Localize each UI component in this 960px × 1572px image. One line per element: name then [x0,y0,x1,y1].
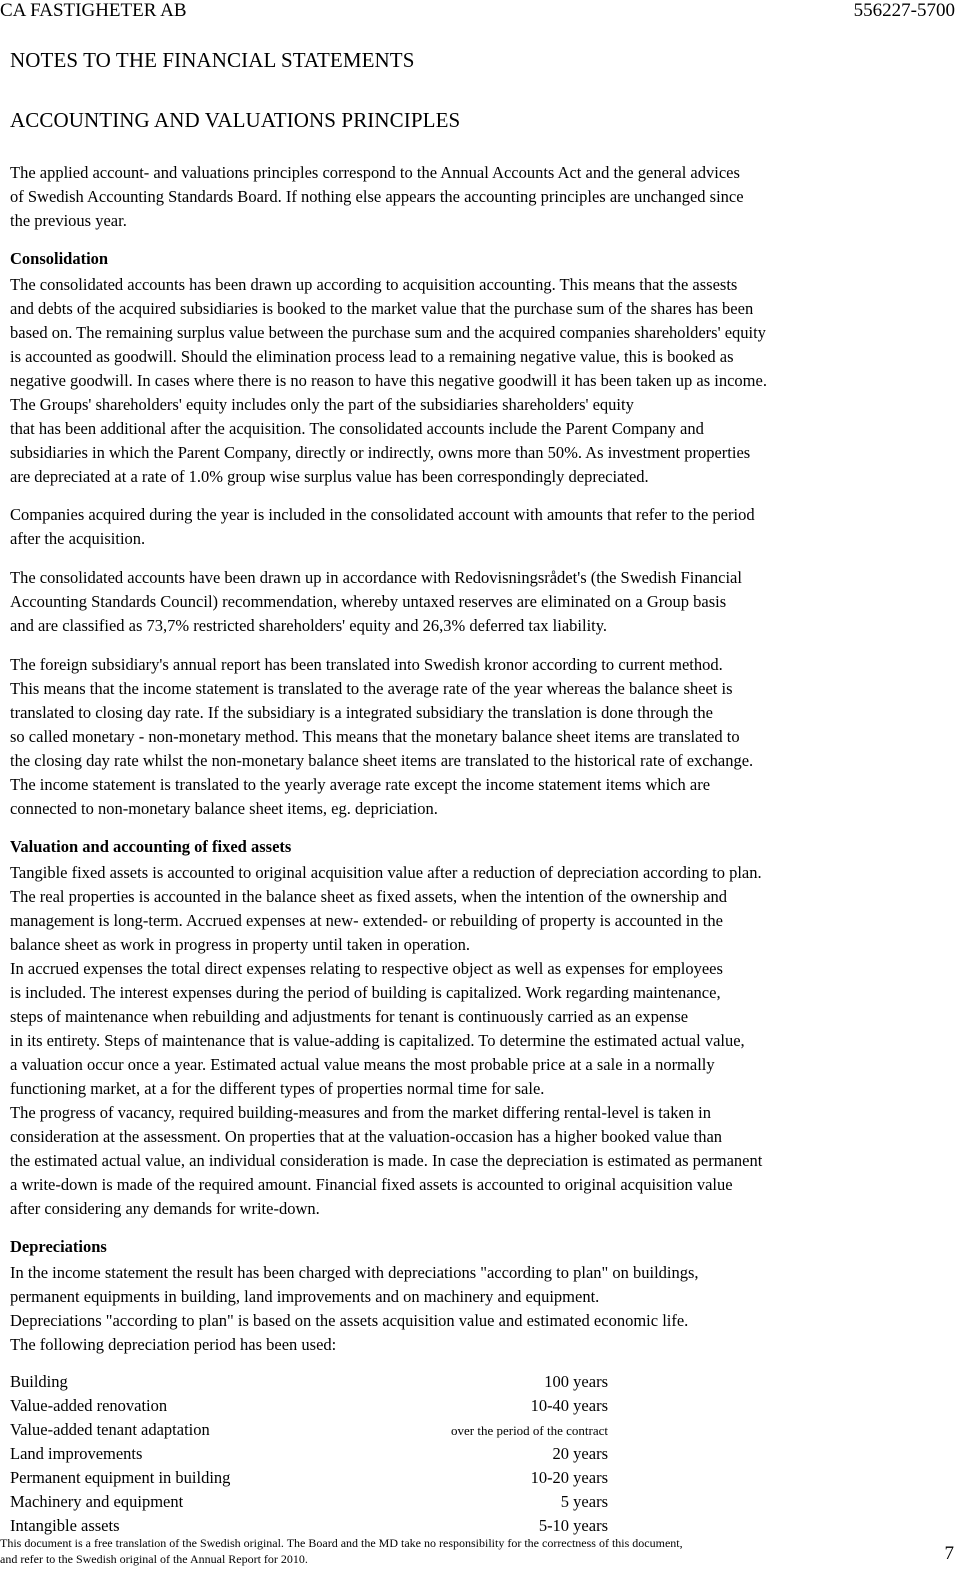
consolidation-paragraph-2 [10,503,950,551]
fixed-assets-paragraph [10,861,950,1221]
footer-line: and refer to the Swedish original of the Annual Report for 2010. [0,1552,308,1566]
text-line: is accounted as goodwill. Should the elimination process lead to a remaining negative value, this is booked as [10,347,734,366]
period-row [10,1444,608,1468]
text-line: The Groups' shareholders' equity includes only the part of the subsidiaries shareholders' equity [10,395,634,414]
text-line: In accrued expenses the total direct expenses relating to respective object as well as expenses for employees [10,959,723,978]
consolidation-paragraph-3 [10,566,950,638]
text-line: of Swedish Accounting Standards Board. If nothing else appears the accounting principles are unchanged since [10,187,744,206]
text-line: The consolidated accounts have been drawn up in accordance with Redovisningsrådet's (the Swedish Financial [10,568,742,587]
text-line: the previous year. [10,211,127,230]
text-line: translated to closing day rate. If the subsidiary is a integrated subsidiary the translation is done through the [10,703,713,722]
text-line: consideration at the assessment. On properties that at the valuation-occasion has a higher booked value than [10,1127,723,1146]
text-line: In the income statement the result has been charged with depreciations "according to plan" on buildings, [10,1263,699,1282]
text-line: negative goodwill. In cases where there is no reason to have this negative goodwill it has been taken up as income. [10,371,767,390]
intro-paragraph [10,161,950,233]
text-line: Tangible fixed assets is accounted to original acquisition value after a reduction of depreciation according to plan. [10,863,762,882]
org-number: 556227-5700 [853,0,955,21]
text-line: The progress of vacancy, required building-measures and from the market differing rental-level is taken in [10,1103,711,1122]
text-line: Accounting Standards Council) recommendation, whereby untaxed reserves are eliminated on a Group basis [10,592,727,611]
text-line: a write-down is made of the required amount. Financial fixed assets is accounted to original acquisition value [10,1175,733,1194]
period-row [10,1492,608,1516]
period-label: Permanent equipment in building [10,1468,231,1487]
text-line: functioning market, at a for the different types of properties normal time for sale. [10,1079,545,1098]
period-row [10,1396,608,1420]
period-row [10,1372,608,1396]
text-line: a valuation occur once a year. Estimated actual value means the most probable price at a sale in a normally [10,1055,715,1074]
text-line: The following depreciation period has been used: [10,1335,337,1354]
text-line: Depreciations "according to plan" is based on the assets acquisition value and estimated economic life. [10,1311,689,1330]
text-line: the closing day rate whilst the non-monetary balance sheet items are translated to the historical rate of exchange. [10,751,754,770]
text-line: This means that the income statement is translated to the average rate of the year whereas the balance sheet is [10,679,733,698]
text-line: that has been additional after the acquisition. The consolidated accounts include the Parent Company and [10,419,704,438]
text-line: based on. The remaining surplus value between the purchase sum and the acquired companies shareholders' equity [10,323,766,342]
period-label: Machinery and equipment [10,1492,184,1511]
text-line: after the acquisition. [10,529,146,548]
period-label: Value-added tenant adaptation [10,1420,210,1439]
period-label: Land improvements [10,1444,143,1463]
text-line: balance sheet as work in progress in property until taken in operation. [10,935,471,954]
text-line: The consolidated accounts has been drawn up according to acquisition accounting. This means that the assests [10,275,738,294]
period-label: Intangible assets [10,1516,120,1535]
text-line: and are classified as 73,7% restricted shareholders' equity and 26,3% deferred tax liability. [10,616,608,635]
depreciations-paragraph [10,1261,950,1357]
page-number: 7 [944,1543,954,1564]
consolidation-heading: Consolidation [10,249,109,268]
text-line: The income statement is translated to the yearly average rate except the income statement items which are [10,775,711,794]
period-value: over the period of the contract [450,1423,608,1438]
footer-disclaimer [0,1535,683,1567]
text-line: Companies acquired during the year is included in the consolidated account with amounts that refer to the period [10,505,755,524]
text-line: connected to non-monetary balance sheet items, eg. depriciation. [10,799,438,818]
text-line: The real properties is accounted in the balance sheet as fixed assets, when the intention of the ownership and [10,887,728,906]
company-name: CA FASTIGHETER AB [0,0,187,21]
period-value: 10-40 years [530,1396,608,1415]
text-line: permanent equipments in building, land improvements and on machinery and equipment. [10,1287,600,1306]
text-line: in its entirety. Steps of maintenance that is value-adding is capitalized. To determine the estimated actual value, [10,1031,745,1050]
period-value: 10-20 years [530,1468,608,1487]
text-line: after considering any demands for write-down. [10,1199,320,1218]
text-line: subsidiaries in which the Parent Company, directly or indirectly, owns more than 50%. As investment properties [10,443,751,462]
consolidation-paragraph-4 [10,653,950,821]
text-line: management is long-term. Accrued expenses at new- extended- or rebuilding of property is accounted in the [10,911,723,930]
text-line: so called monetary - non-monetary method. This means that the monetary balance sheet items are translated to [10,727,740,746]
text-line: steps of maintenance when rebuilding and adjustments for tenant is continuously carried as an expense [10,1007,689,1026]
period-value: 5 years [560,1492,608,1511]
depreciations-heading: Depreciations [10,1237,107,1256]
footer-line: This document is a free translation of the Swedish original. The Board and the MD take no responsibility for the correctness of this document, [0,1536,683,1550]
notes-title: NOTES TO THE FINANCIAL STATEMENTS [10,48,415,72]
text-line: are depreciated at a rate of 1.0% group wise surplus value has been correspondingly depreciated. [10,467,649,486]
period-row [10,1420,608,1444]
text-line: The applied account- and valuations principles correspond to the Annual Accounts Act and the general advices [10,163,740,182]
period-label: Building [10,1372,68,1391]
text-line: is included. The interest expenses during the period of building is capitalized. Work regarding maintenance, [10,983,721,1002]
period-row [10,1468,608,1492]
period-value: 5-10 years [538,1516,608,1535]
text-line: The foreign subsidiary's annual report has been translated into Swedish kronor according to current method. [10,655,723,674]
fixed-assets-heading: Valuation and accounting of fixed assets [10,837,292,856]
period-label: Value-added renovation [10,1396,168,1415]
period-value: 20 years [552,1444,608,1463]
period-value: 100 years [544,1372,608,1391]
consolidation-paragraph-1 [10,273,950,489]
text-line: and debts of the acquired subsidiaries is booked to the market value that the purchase sum of the shares has been [10,299,754,318]
principles-title: ACCOUNTING AND VALUATIONS PRINCIPLES [10,108,461,132]
text-line: the estimated actual value, an individual consideration is made. In case the depreciation is estimated as permanent [10,1151,763,1170]
